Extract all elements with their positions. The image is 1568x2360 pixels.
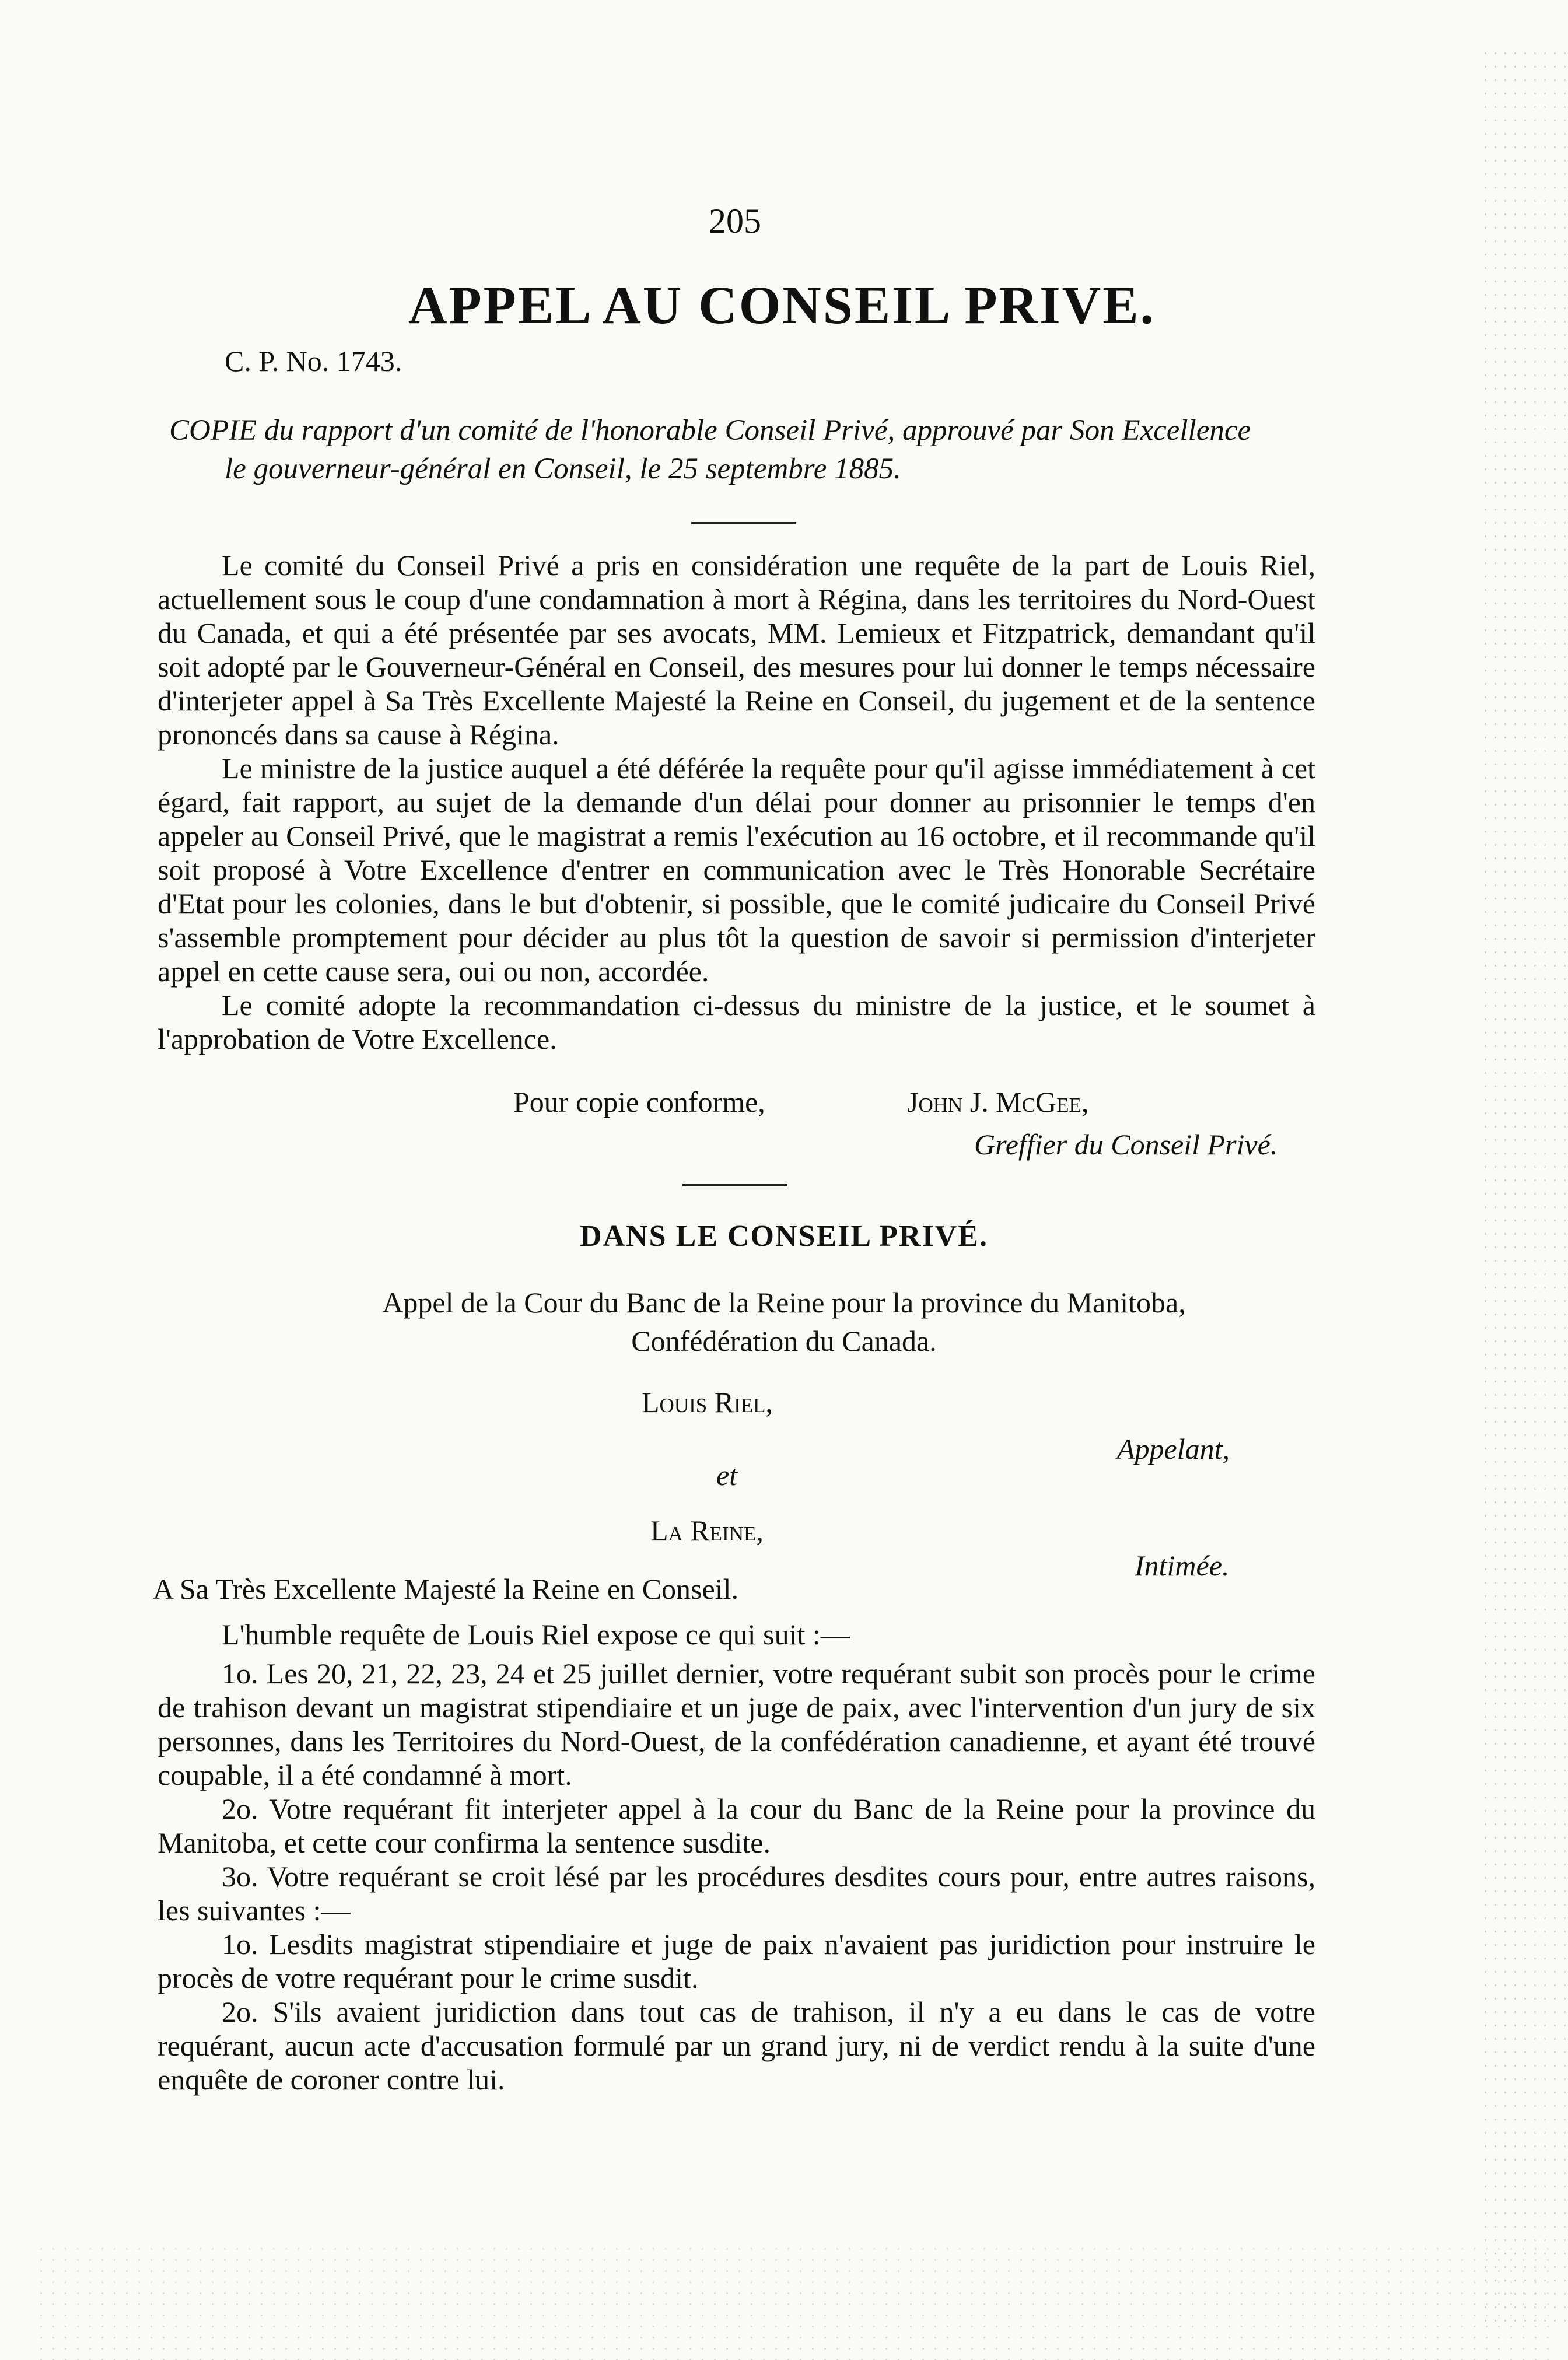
petition-paragraph: 1o. Lesdits magistrat stipendiaire et juge de paix n'avaient pas juridiction pour instruire le procès de votre requérant pour le crime susdit. bbox=[158, 1928, 1315, 1994]
respondent-role: Intimée. bbox=[1135, 1549, 1230, 1582]
report-intro-line1: COPIE du rapport d'un comité de l'honorable Conseil Privé, approuvé par Son Excellence bbox=[169, 414, 1251, 447]
signatory-name: John J. McGee, bbox=[907, 1086, 1089, 1118]
copy-conform-label: Pour copie conforme, bbox=[513, 1086, 765, 1118]
appellant-name: Louis Riel, bbox=[642, 1386, 773, 1419]
petition-paragraph: 3o. Votre requérant se croit lésé par les procédures desdites cours pour, entre autres raisons, les suivantes :— bbox=[158, 1860, 1315, 1927]
report-paragraph: Le comité du Conseil Privé a pris en considération une requête de la part de Louis Riel, actuellement sous le coup d'une condamnation à mort à Régina, dans les territoires du Nord-Ouest du Canada, et qui a été présentée par ses avocats, MM. Lemieux et Fitzpatrick, demandant qu'il soit adopté par le Gouverneur-Général en Conseil, des mesures pour lui donner le temps nécessaire d'interjeter appel à Sa Très Excellente Majesté la Reine en Conseil, du jugement et de la sentence prononcés dans sa cause à Régina. bbox=[158, 549, 1315, 751]
petition-intro: L'humble requête de Louis Riel expose ce qui suit :— bbox=[222, 1618, 850, 1651]
addressee: A Sa Très Excellente Majesté la Reine en Conseil. bbox=[153, 1573, 738, 1605]
appeal-from-line1: Appel de la Cour du Banc de la Reine pour la province du Manitoba, bbox=[382, 1286, 1186, 1319]
page-title: APPEL AU CONSEIL PRIVE. bbox=[408, 275, 1156, 335]
divider-rule bbox=[682, 1184, 788, 1186]
section-heading: DANS LE CONSEIL PRIVÉ. bbox=[580, 1220, 988, 1253]
page-number: 205 bbox=[709, 202, 761, 240]
scan-noise-right bbox=[1480, 47, 1568, 2322]
divider-rule bbox=[691, 522, 796, 524]
report-body bbox=[158, 548, 1315, 1056]
appeal-from bbox=[0, 1283, 1568, 1360]
appellant-role: Appelant, bbox=[1117, 1433, 1230, 1465]
signatory-role: Greffier du Conseil Privé. bbox=[974, 1128, 1278, 1161]
report-intro-line2: le gouverneur-général en Conseil, le 25 septembre 1885. bbox=[225, 453, 901, 485]
report-paragraph: Le ministre de la justice auquel a été déférée la requête pour qu'il agisse immédiatement à cet égard, fait rapport, au sujet de la demande d'un délai pour donner au prisonnier le temps d'en appeler au Conseil Privé, que le magistrat a remis l'exécution au 16 octobre, et il recommande qu'il soit proposé à Votre Excellence d'entrer en communication avec le Très Honorable Secrétaire d'Etat pour les colonies, dans le but d'obtenir, si possible, que le comité judicaire du Conseil Privé s'assemble promptement pour décider au plus tôt la question de savoir si permission d'interjeter appel en cette cause sera, oui ou non, accordée. bbox=[158, 752, 1315, 988]
petition-body bbox=[158, 1657, 1315, 2096]
petition-paragraph: 1o. Les 20, 21, 22, 23, 24 et 25 juillet dernier, votre requérant subit son procès pour le crime de trahison devant un magistrat stipendiaire et un juge de paix, avec l'intervention d'un jury de six personnes, dans les Territoires du Nord-Ouest, de la confédération canadienne, et ayant été trouvé coupable, il a été condamné à mort. bbox=[158, 1657, 1315, 1791]
appeal-from-line2: Confédération du Canada. bbox=[631, 1325, 937, 1357]
report-paragraph: Le comité adopte la recommandation ci-dessus du ministre de la justice, et le soumet à l'approbation de Votre Excellence. bbox=[158, 989, 1315, 1055]
conjunction-et: et bbox=[716, 1459, 738, 1491]
petition-paragraph: 2o. Votre requérant fit interjeter appel à la cour du Banc de la Reine pour la province du Manitoba, et cette cour confirma la sentence susdite. bbox=[158, 1792, 1315, 1859]
respondent-name: La Reine, bbox=[650, 1514, 764, 1547]
scan-noise-bottom bbox=[35, 2243, 1552, 2360]
report-intro bbox=[169, 411, 1251, 488]
cp-number: C. P. No. 1743. bbox=[225, 345, 402, 377]
petition-paragraph: 2o. S'ils avaient juridiction dans tout cas de trahison, il n'y a eu dans le cas de votre requérant, aucun acte d'accusation formulé par un grand jury, ni de verdict rendu à la suite d'une enquête de coroner contre lui. bbox=[158, 1995, 1315, 2096]
